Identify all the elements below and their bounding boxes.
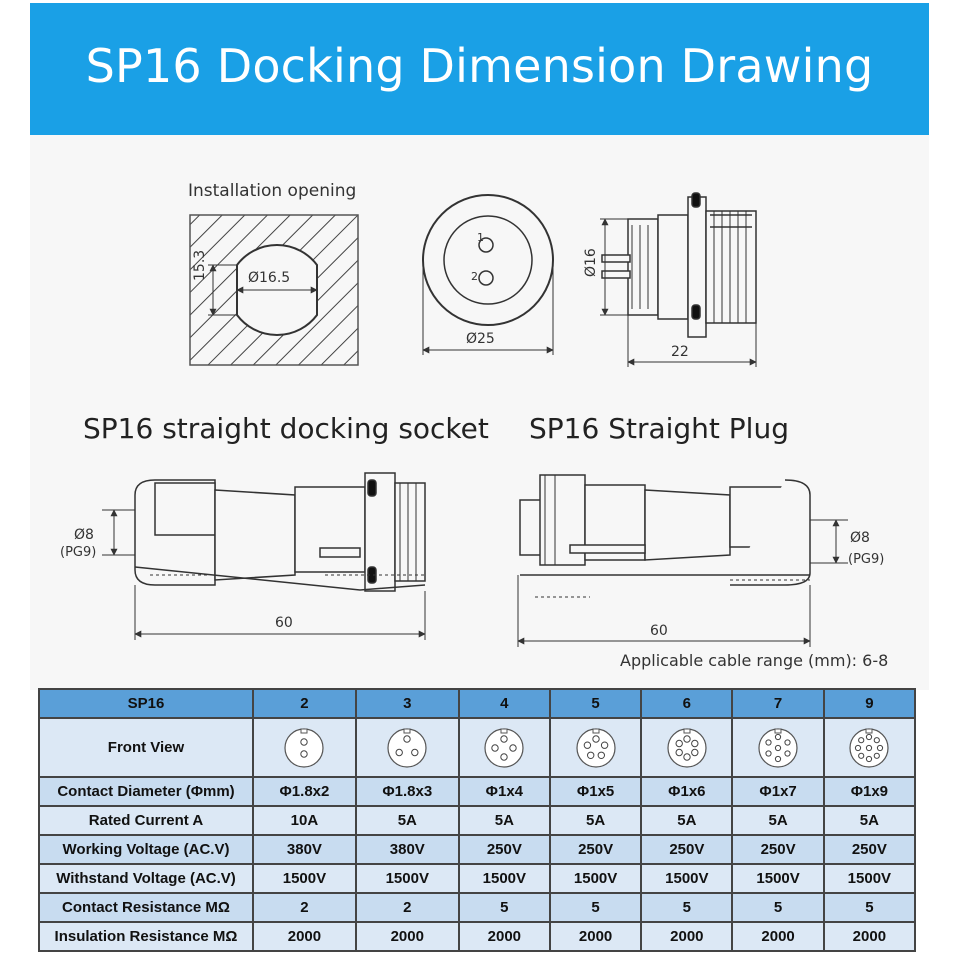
table-cell: 5A bbox=[641, 806, 732, 835]
table-cell: Φ1x6 bbox=[641, 777, 732, 806]
pin-hole bbox=[404, 735, 410, 741]
table-cell: 5A bbox=[356, 806, 459, 835]
straight-plug-drawing bbox=[518, 475, 848, 647]
row-label: Working Voltage (AC.V) bbox=[39, 835, 253, 864]
table-cell: 1500V bbox=[253, 864, 356, 893]
pin-hole bbox=[785, 750, 790, 755]
table-cell: 2000 bbox=[824, 922, 915, 951]
table-cell: 2 bbox=[253, 893, 356, 922]
table-row bbox=[39, 835, 915, 864]
table-cell: 380V bbox=[253, 835, 356, 864]
table-cell: 2000 bbox=[732, 922, 823, 951]
plug-length-label: 60 bbox=[650, 623, 668, 639]
table-row bbox=[39, 922, 915, 951]
table-cell: 250V bbox=[550, 835, 641, 864]
table-cell: 10A bbox=[253, 806, 356, 835]
front-view-cell bbox=[356, 718, 459, 777]
socket-length-label: 60 bbox=[275, 615, 293, 631]
table-cell: 5A bbox=[824, 806, 915, 835]
plug-cable-diameter-label: Ø8 bbox=[850, 530, 870, 546]
row-label: Front View bbox=[39, 718, 253, 777]
installation-opening-drawing bbox=[190, 215, 358, 365]
pin-hole bbox=[510, 744, 516, 750]
pin-hole bbox=[601, 742, 607, 748]
pin-hole bbox=[301, 750, 307, 756]
table-header-cell: 5 bbox=[550, 689, 641, 718]
pin-hole bbox=[684, 753, 690, 759]
table-row bbox=[39, 864, 915, 893]
table-cell: Φ1x9 bbox=[824, 777, 915, 806]
opening-diameter-label: Ø16.5 bbox=[248, 270, 291, 286]
table-cell: 2000 bbox=[356, 922, 459, 951]
pin-hole bbox=[676, 749, 682, 755]
front-diameter-label: Ø25 bbox=[466, 331, 495, 347]
front-view-cell bbox=[732, 718, 823, 777]
table-header-cell: 4 bbox=[459, 689, 550, 718]
pin-hole bbox=[492, 744, 498, 750]
side-length-label: 22 bbox=[671, 344, 689, 360]
table-cell: 2000 bbox=[550, 922, 641, 951]
pin-layout-icon bbox=[665, 726, 709, 770]
front-view-cell bbox=[253, 718, 356, 777]
pin-hole bbox=[859, 737, 864, 742]
table-cell: 5 bbox=[459, 893, 550, 922]
table-cell: 1500V bbox=[550, 864, 641, 893]
table-cell: 5A bbox=[732, 806, 823, 835]
pin-hole bbox=[867, 756, 872, 761]
row-label: Contact Resistance MΩ bbox=[39, 893, 253, 922]
pin-hole bbox=[592, 735, 598, 741]
pin-layout-icon bbox=[574, 726, 618, 770]
front-view-cell bbox=[824, 718, 915, 777]
pin-hole bbox=[867, 745, 872, 750]
row-label: Contact Diameter (Φmm) bbox=[39, 777, 253, 806]
pin-hole bbox=[584, 742, 590, 748]
pin-layout-icon bbox=[756, 726, 800, 770]
pin-hole bbox=[878, 745, 883, 750]
table-cell: 1500V bbox=[356, 864, 459, 893]
pin-hole bbox=[691, 749, 697, 755]
pin-hole bbox=[501, 735, 507, 741]
title-banner bbox=[30, 3, 929, 135]
pin-hole bbox=[775, 734, 780, 739]
row-label: Rated Current A bbox=[39, 806, 253, 835]
table-cell: 1500V bbox=[732, 864, 823, 893]
pin-hole bbox=[766, 750, 771, 755]
pin-hole bbox=[856, 745, 861, 750]
table-cell: Φ1x5 bbox=[550, 777, 641, 806]
pin-layout-icon bbox=[847, 726, 891, 770]
table-header-cell: 3 bbox=[356, 689, 459, 718]
table-cell: 1500V bbox=[459, 864, 550, 893]
table-cell: 250V bbox=[824, 835, 915, 864]
pin-hole bbox=[412, 749, 418, 755]
front-view-row bbox=[39, 718, 915, 777]
table-row bbox=[39, 806, 915, 835]
table-cell: 1500V bbox=[824, 864, 915, 893]
table-cell: 380V bbox=[356, 835, 459, 864]
installation-opening-label: Installation opening bbox=[188, 181, 357, 201]
pin-hole bbox=[684, 735, 690, 741]
row-label: Insulation Resistance MΩ bbox=[39, 922, 253, 951]
pin-hole bbox=[766, 739, 771, 744]
plug-cable-pg-label: (PG9) bbox=[848, 552, 885, 567]
table-cell: Φ1x4 bbox=[459, 777, 550, 806]
opening-flat-label: 15.3 bbox=[192, 249, 208, 281]
table-cell: 1500V bbox=[641, 864, 732, 893]
side-view-drawing bbox=[600, 193, 756, 367]
table-cell: Φ1x7 bbox=[732, 777, 823, 806]
table-header-cell: 7 bbox=[732, 689, 823, 718]
row-label: Withstand Voltage (AC.V) bbox=[39, 864, 253, 893]
pin-hole bbox=[859, 753, 864, 758]
table-cell: 5A bbox=[459, 806, 550, 835]
table-header-cell: 2 bbox=[253, 689, 356, 718]
table-cell: Φ1.8x2 bbox=[253, 777, 356, 806]
table-header-row bbox=[39, 689, 915, 718]
table-header-cell: 9 bbox=[824, 689, 915, 718]
pin-layout-icon bbox=[385, 726, 429, 770]
table-header-cell: SP16 bbox=[39, 689, 253, 718]
table-cell: 5 bbox=[641, 893, 732, 922]
pin-2-label: 2 bbox=[471, 270, 478, 283]
docking-socket-drawing bbox=[102, 473, 425, 640]
table-cell: 5 bbox=[732, 893, 823, 922]
table-cell: 2000 bbox=[459, 922, 550, 951]
side-diameter-label: Ø16 bbox=[583, 248, 599, 277]
table-cell: 250V bbox=[732, 835, 823, 864]
pin-hole bbox=[875, 737, 880, 742]
plug-title: SP16 Straight Plug bbox=[529, 412, 789, 445]
pin-hole bbox=[598, 752, 604, 758]
table-cell: 2000 bbox=[641, 922, 732, 951]
table-cell: 250V bbox=[641, 835, 732, 864]
pin-layout-icon bbox=[282, 726, 326, 770]
front-view-cell bbox=[550, 718, 641, 777]
socket-title: SP16 straight docking socket bbox=[83, 412, 489, 445]
pin-hole bbox=[587, 752, 593, 758]
pin-hole bbox=[875, 753, 880, 758]
pin-hole bbox=[785, 739, 790, 744]
drawing-panel bbox=[30, 135, 929, 690]
table-cell: 2 bbox=[356, 893, 459, 922]
cable-range-note: Applicable cable range (mm): 6-8 bbox=[620, 651, 889, 670]
pin-1-label: 1 bbox=[477, 231, 484, 244]
pin-hole bbox=[691, 740, 697, 746]
pin-hole bbox=[867, 734, 872, 739]
pin-hole bbox=[396, 749, 402, 755]
pin-layout-icon bbox=[482, 726, 526, 770]
pin-hole bbox=[676, 740, 682, 746]
pin-hole bbox=[301, 738, 307, 744]
table-cell: 5 bbox=[550, 893, 641, 922]
table-cell: 2000 bbox=[253, 922, 356, 951]
table-cell: 5 bbox=[824, 893, 915, 922]
pin-hole bbox=[775, 756, 780, 761]
front-view-cell bbox=[641, 718, 732, 777]
front-view-cell bbox=[459, 718, 550, 777]
pin-hole bbox=[501, 753, 507, 759]
table-cell: Φ1.8x3 bbox=[356, 777, 459, 806]
page-title: SP16 Docking Dimension Drawing bbox=[85, 39, 874, 93]
pin-hole bbox=[775, 745, 780, 750]
table-cell: 5A bbox=[550, 806, 641, 835]
socket-cable-pg-label: (PG9) bbox=[60, 545, 97, 560]
table-header-cell: 6 bbox=[641, 689, 732, 718]
spec-table bbox=[38, 688, 916, 952]
socket-cable-diameter-label: Ø8 bbox=[74, 527, 94, 543]
table-cell: 250V bbox=[459, 835, 550, 864]
table-row bbox=[39, 777, 915, 806]
table-row bbox=[39, 893, 915, 922]
